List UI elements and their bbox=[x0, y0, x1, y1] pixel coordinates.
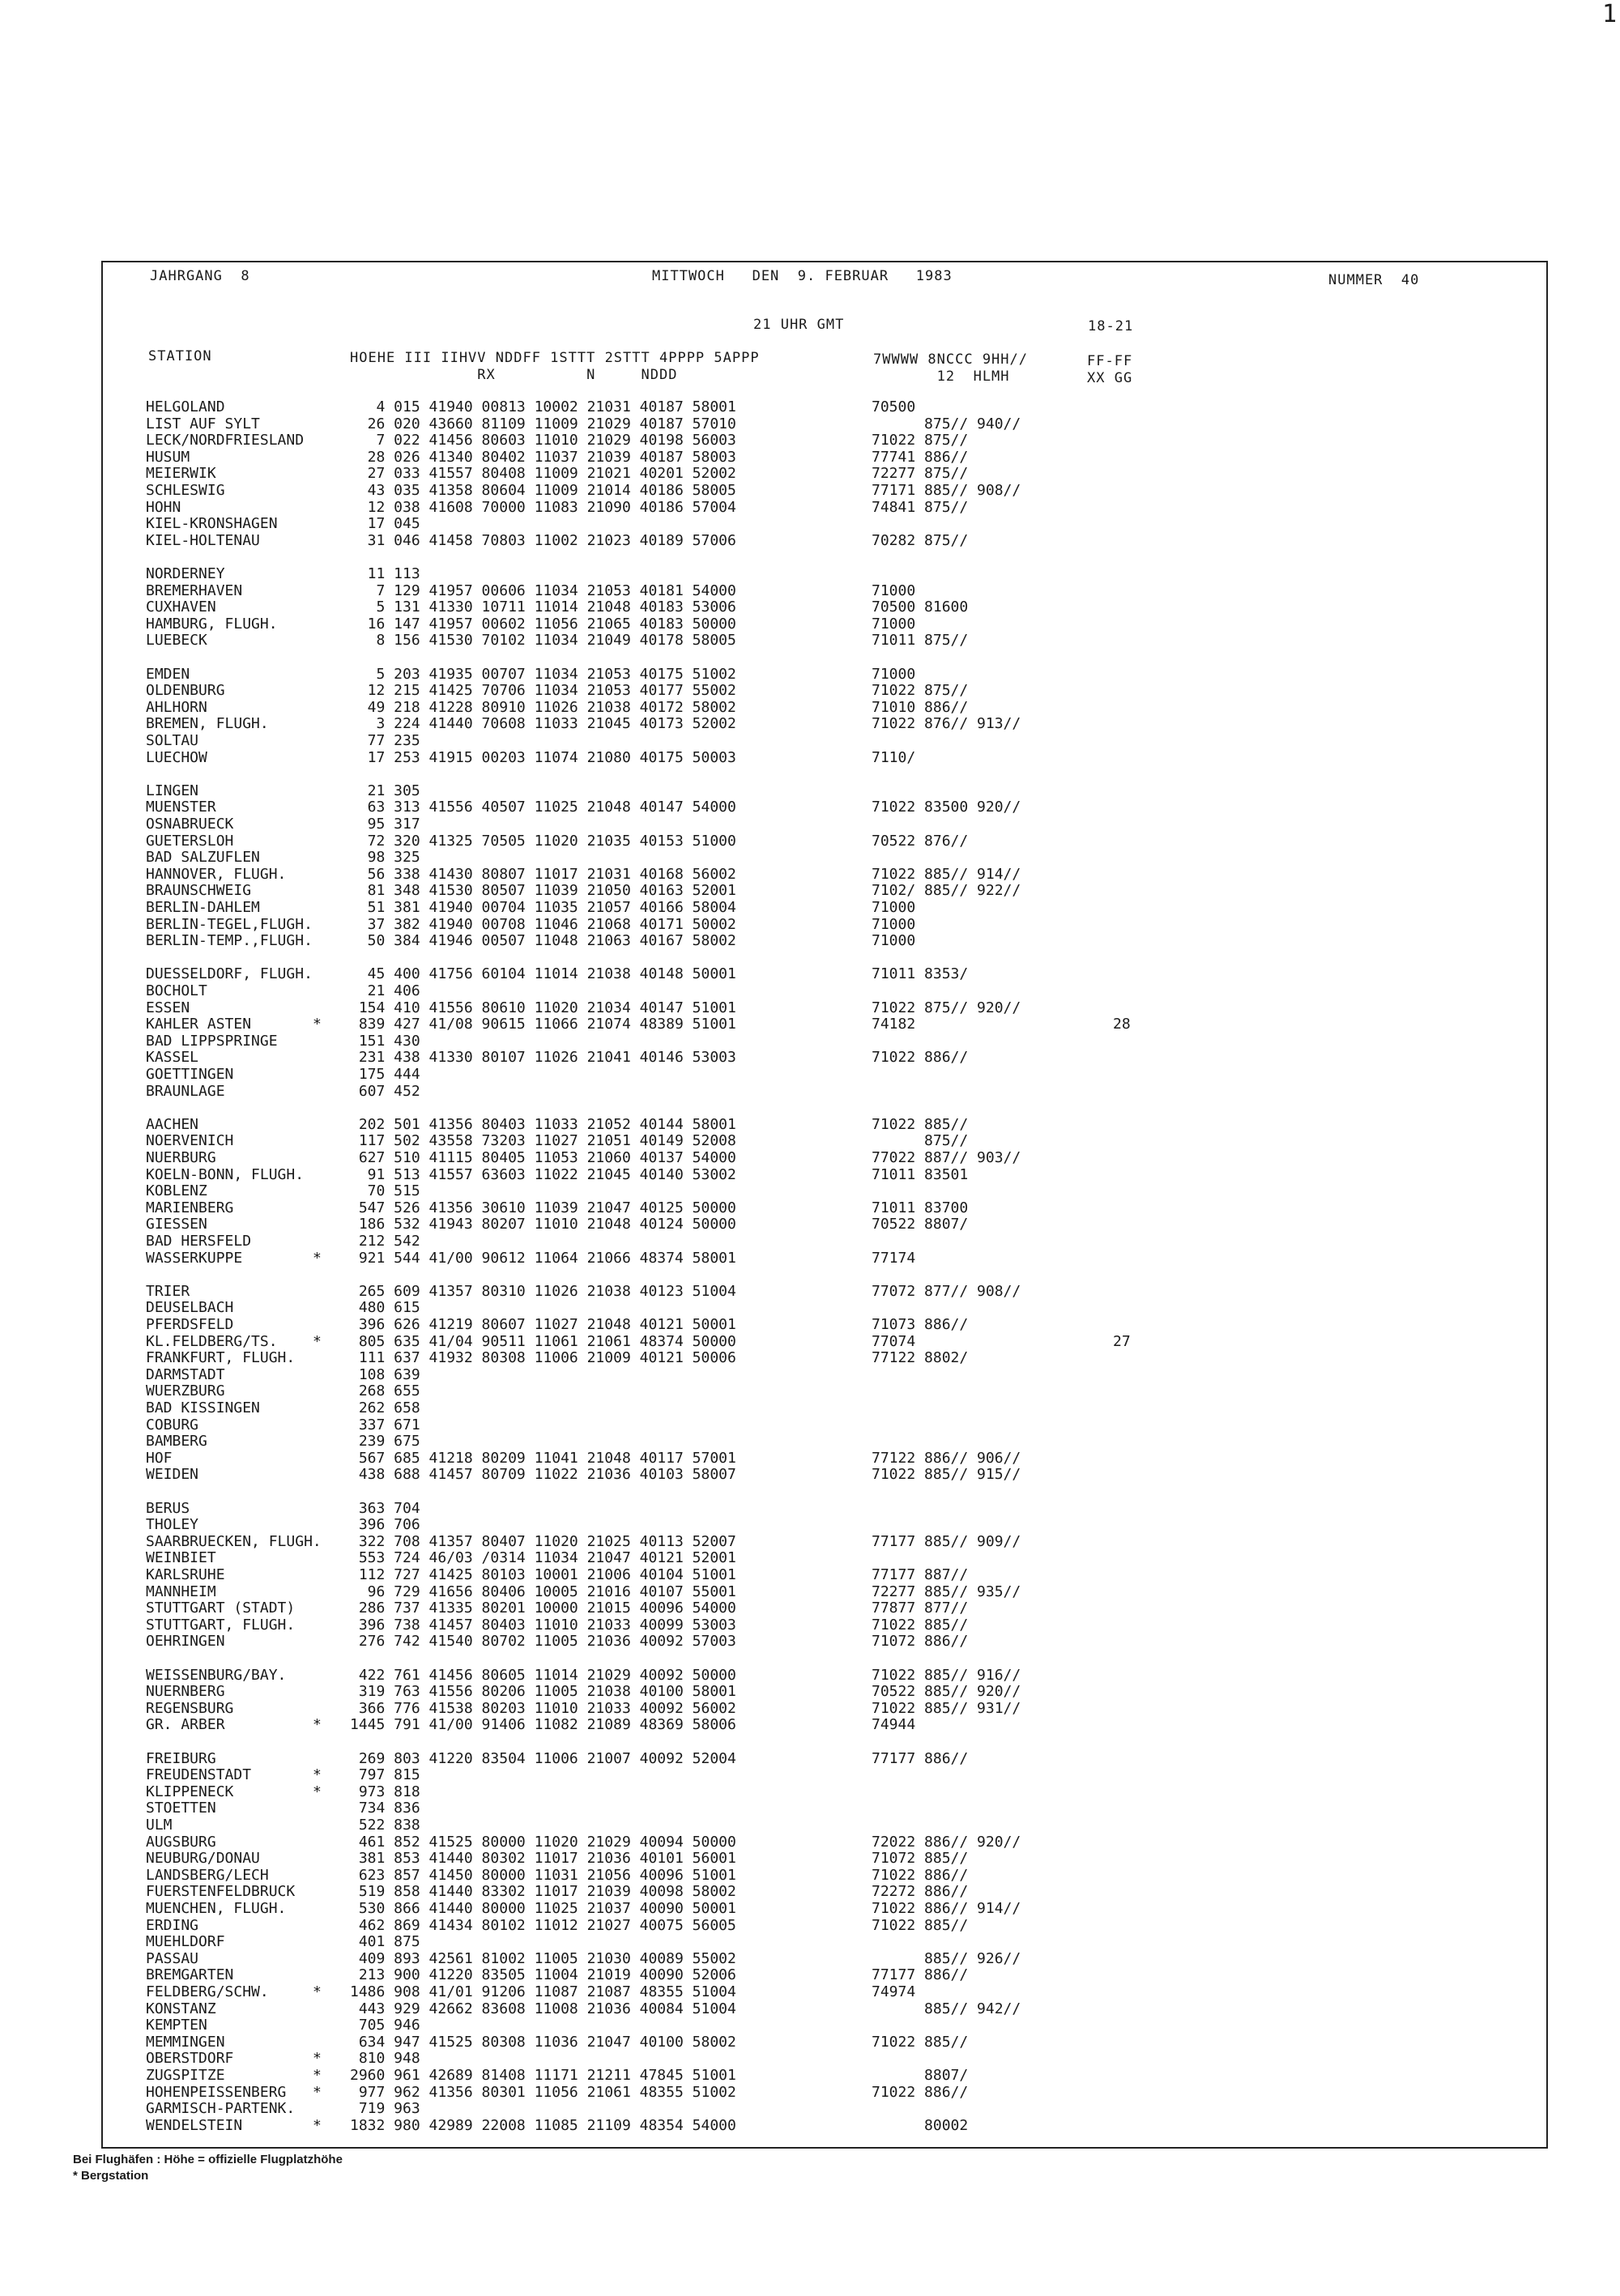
station-extra: 875// bbox=[872, 1132, 969, 1150]
station-values: 5 131 41330 10711 11014 21048 40183 53006 bbox=[350, 598, 736, 616]
station-name: BAD LIPPSPRINGE bbox=[146, 1032, 278, 1050]
station-values: 96 729 41656 80406 10005 21016 40107 55001 bbox=[350, 1582, 736, 1600]
station-name: MANNHEIM bbox=[146, 1582, 216, 1600]
station-name: ZUGSPITZE bbox=[146, 2067, 225, 2084]
station-extra: 80002 bbox=[872, 2116, 969, 2134]
station-name: MUENSTER bbox=[146, 799, 216, 816]
station-name: OEHRINGEN bbox=[146, 1633, 225, 1651]
station-values: 480 615 bbox=[350, 1299, 420, 1317]
station-values: 607 452 bbox=[350, 1082, 420, 1100]
station-values: 95 317 bbox=[350, 816, 420, 833]
station-name: LUECHOW bbox=[146, 748, 207, 766]
station-name: NEUBURG/DONAU bbox=[146, 1850, 260, 1868]
station-values: 12 215 41425 70706 11034 21053 40177 55002 bbox=[350, 682, 736, 700]
station-extra: 70522 885// 920// bbox=[872, 1683, 1021, 1701]
station-values: 381 853 41440 80302 11017 21036 40101 56001 bbox=[350, 1850, 736, 1868]
station-values: 154 410 41556 80610 11020 21034 40147 51001 bbox=[350, 999, 736, 1016]
station-name: WEINBIET bbox=[146, 1549, 216, 1567]
station-name: KASSEL bbox=[146, 1049, 199, 1067]
station-values: 1445 791 41/00 91406 11082 21089 48369 58006 bbox=[350, 1716, 736, 1734]
station-name: HUSUM bbox=[146, 448, 190, 466]
station-extra: 77022 887// 903// bbox=[872, 1149, 1021, 1166]
station-name: EMDEN bbox=[146, 665, 190, 683]
station-extra: 71011 83501 bbox=[872, 1165, 969, 1183]
footnote-mountain: * Bergstation bbox=[73, 2169, 149, 2183]
station-values: 77 235 bbox=[350, 732, 420, 749]
station-name: SAARBRUECKEN, FLUGH. bbox=[146, 1532, 322, 1550]
station-name: DUESSELDORF, FLUGH. bbox=[146, 965, 313, 983]
station-name: GARMISCH-PARTENK. bbox=[146, 2100, 296, 2118]
col-extra-header: 7WWWW 8NCCC 9HH// bbox=[873, 351, 1028, 368]
station-extra: 77174 bbox=[872, 1249, 916, 1267]
station-values: 337 671 bbox=[350, 1416, 420, 1433]
station-name: BAD SALZUFLEN bbox=[146, 849, 260, 867]
station-values: 21 305 bbox=[350, 782, 420, 799]
station-extra: 71011 83700 bbox=[872, 1199, 969, 1216]
station-name: KL.FELDBERG/TS. bbox=[146, 1332, 278, 1350]
station-name: DEUSELBACH bbox=[146, 1299, 234, 1317]
station-extra: 74182 bbox=[872, 1016, 916, 1033]
station-extra: 74944 bbox=[872, 1716, 916, 1734]
station-values: 462 869 41434 80102 11012 21027 40075 56005 bbox=[350, 1916, 736, 1934]
station-name: DARMSTADT bbox=[146, 1365, 225, 1383]
station-extra: 71022 885// bbox=[872, 1115, 969, 1133]
station-values: 231 438 41330 80107 11026 21041 40146 53003 bbox=[350, 1049, 736, 1067]
station-extra: 7102/ 885// 922// bbox=[872, 882, 1021, 900]
station-name: SCHLESWIG bbox=[146, 482, 225, 499]
station-name: KOBLENZ bbox=[146, 1182, 207, 1200]
station-name: OLDENBURG bbox=[146, 682, 225, 700]
mountain-marker: * bbox=[313, 2067, 322, 2084]
station-name: HOF bbox=[146, 1449, 173, 1467]
station-values: 363 704 bbox=[350, 1499, 420, 1517]
station-extra: 71000 bbox=[872, 915, 916, 933]
station-extra: 7110/ bbox=[872, 748, 916, 766]
station-values: 438 688 41457 80709 11022 21036 40103 58007 bbox=[350, 1466, 736, 1484]
station-extra: 70522 876// bbox=[872, 832, 969, 850]
station-name: MUENCHEN, FLUGH. bbox=[146, 1900, 287, 1917]
mountain-marker: * bbox=[313, 2050, 322, 2068]
station-extra: 8807/ bbox=[872, 2067, 969, 2084]
station-values: 839 427 41/08 90615 11066 21074 48389 51001 bbox=[350, 1016, 736, 1033]
station-name: AACHEN bbox=[146, 1115, 199, 1133]
station-extra: 77177 887// bbox=[872, 1566, 969, 1583]
station-values: 21 406 bbox=[350, 982, 420, 999]
station-extra: 71073 886// bbox=[872, 1316, 969, 1333]
station-values: 262 658 bbox=[350, 1399, 420, 1416]
station-name: HOHENPEISSENBERG bbox=[146, 2083, 287, 2101]
station-name: GUETERSLOH bbox=[146, 832, 234, 850]
station-extra: 77177 886// bbox=[872, 1966, 969, 1984]
station-values: 31 046 41458 70803 11002 21023 40189 57006 bbox=[350, 531, 736, 549]
observation-time: 21 UHR GMT bbox=[753, 317, 845, 333]
station-name: LIST AUF SYLT bbox=[146, 415, 260, 432]
station-values: 522 838 bbox=[350, 1817, 420, 1834]
station-extra: 71022 886// bbox=[872, 2083, 969, 2101]
station-name: AHLHORN bbox=[146, 698, 207, 716]
station-name: OBERSTDORF bbox=[146, 2050, 234, 2068]
station-values: 1832 980 42989 22008 11085 21109 48354 54000 bbox=[350, 2116, 736, 2134]
jahrgang: JAHRGANG 8 bbox=[150, 268, 250, 284]
station-extra: 72272 886// bbox=[872, 1883, 969, 1901]
station-values: 16 147 41957 00602 11056 21065 40183 50000 bbox=[350, 615, 736, 633]
station-values: 409 893 42561 81002 11005 21030 40089 55002 bbox=[350, 1949, 736, 1967]
station-name: STUTTGART (STADT) bbox=[146, 1600, 296, 1617]
station-name: KLIPPENECK bbox=[146, 1783, 234, 1800]
station-extra: 71011 875// bbox=[872, 632, 969, 650]
station-values: 422 761 41456 80605 11014 21029 40092 50000 bbox=[350, 1666, 736, 1684]
station-extra: 71022 886// bbox=[872, 1866, 969, 1884]
station-name: BERLIN-TEMP.,FLUGH. bbox=[146, 932, 313, 950]
station-name: MUEHLDORF bbox=[146, 1933, 225, 1951]
station-name: ESSEN bbox=[146, 999, 190, 1016]
station-name: WENDELSTEIN bbox=[146, 2116, 243, 2134]
station-values: 269 803 41220 83504 11006 21007 40092 52004 bbox=[350, 1749, 736, 1767]
station-extra: 885// 926// bbox=[872, 1949, 1021, 1967]
station-values: 186 532 41943 80207 11010 21048 40124 50000 bbox=[350, 1216, 736, 1233]
station-name: FUERSTENFELDBRUCK bbox=[146, 1883, 296, 1901]
station-values: 239 675 bbox=[350, 1433, 420, 1450]
mountain-marker: * bbox=[313, 1249, 322, 1267]
station-extra: 70500 bbox=[872, 398, 916, 415]
station-name: NORDERNEY bbox=[146, 565, 225, 582]
station-values: 212 542 bbox=[350, 1233, 420, 1250]
station-values: 973 818 bbox=[350, 1783, 420, 1800]
station-values: 175 444 bbox=[350, 1066, 420, 1083]
station-extra: 71022 885// 931// bbox=[872, 1699, 1021, 1717]
station-extra: 71010 886// bbox=[872, 698, 969, 716]
station-values: 112 727 41425 80103 10001 21006 40104 51001 bbox=[350, 1566, 736, 1583]
station-name: BREMGARTEN bbox=[146, 1966, 234, 1984]
station-name: BREMEN, FLUGH. bbox=[146, 715, 269, 733]
station-extra: 72277 885// 935// bbox=[872, 1582, 1021, 1600]
station-values: 27 033 41557 80408 11009 21021 40201 52002 bbox=[350, 465, 736, 483]
station-values: 567 685 41218 80209 11041 21048 40117 57001 bbox=[350, 1449, 736, 1467]
station-values: 12 038 41608 70000 11083 21090 40186 57004 bbox=[350, 498, 736, 516]
station-name: BRAUNLAGE bbox=[146, 1082, 225, 1100]
station-name: MARIENBERG bbox=[146, 1199, 234, 1216]
station-name: WUERZBURG bbox=[146, 1382, 225, 1400]
station-values: 3 224 41440 70608 11033 21045 40173 52002 bbox=[350, 715, 736, 733]
station-name: FREIBURG bbox=[146, 1749, 216, 1767]
station-name: MEMMINGEN bbox=[146, 2033, 225, 2051]
station-extra: 71022 886// bbox=[872, 1049, 969, 1067]
station-name: STUTTGART, FLUGH. bbox=[146, 1616, 296, 1634]
station-name: GIESSEN bbox=[146, 1216, 207, 1233]
station-name: HAMBURG, FLUGH. bbox=[146, 615, 278, 633]
station-extra: 77177 886// bbox=[872, 1749, 969, 1767]
station-extra: 77877 877// bbox=[872, 1600, 969, 1617]
station-extra: 77122 886// 906// bbox=[872, 1449, 1021, 1467]
station-values: 37 382 41940 00708 11046 21068 40171 50002 bbox=[350, 915, 736, 933]
station-values: 8 156 41530 70102 11034 21049 40178 58005 bbox=[350, 632, 736, 650]
station-gust: 27 bbox=[1113, 1332, 1131, 1350]
mountain-marker: * bbox=[313, 1016, 322, 1033]
station-name: KOELN-BONN, FLUGH. bbox=[146, 1165, 305, 1183]
period: 18-21 bbox=[1088, 318, 1134, 334]
station-extra: 71022 885// 916// bbox=[872, 1666, 1021, 1684]
station-name: NUERBURG bbox=[146, 1149, 216, 1166]
station-name: KONSTANZ bbox=[146, 2000, 216, 2017]
station-values: 91 513 41557 63603 11022 21045 40140 53002 bbox=[350, 1165, 736, 1183]
col-ff-header: FF-FF bbox=[1087, 353, 1133, 369]
station-values: 7 022 41456 80603 11010 21029 40198 56003 bbox=[350, 432, 736, 449]
station-values: 705 946 bbox=[350, 2017, 420, 2034]
col-station-header: STATION bbox=[148, 348, 212, 364]
date-line: MITTWOCH DEN 9. FEBRUAR 1983 bbox=[652, 268, 953, 284]
station-extra: 77171 885// 908// bbox=[872, 482, 1021, 499]
station-extra: 71022 83500 920// bbox=[872, 799, 1021, 816]
station-extra: 77122 8802/ bbox=[872, 1349, 969, 1367]
station-extra: 72277 875// bbox=[872, 465, 969, 483]
col-data-header: HOEHE III IIHVV NDDFF 1STTT 2STTT 4PPPP 5APPP bbox=[350, 350, 760, 366]
station-values: 797 815 bbox=[350, 1766, 420, 1784]
station-name: GR. ARBER bbox=[146, 1716, 225, 1734]
station-values: 734 836 bbox=[350, 1800, 420, 1817]
station-values: 117 502 43558 73203 11027 21051 40149 52008 bbox=[350, 1132, 736, 1150]
station-name: PASSAU bbox=[146, 1949, 199, 1967]
station-name: LINGEN bbox=[146, 782, 199, 799]
station-extra: 70282 875// bbox=[872, 531, 969, 549]
station-gust: 28 bbox=[1113, 1016, 1131, 1033]
station-name: BAMBERG bbox=[146, 1433, 207, 1450]
station-name: KAHLER ASTEN bbox=[146, 1016, 252, 1033]
station-extra: 71022 875// 920// bbox=[872, 999, 1021, 1016]
station-values: 17 253 41915 00203 11074 21080 40175 50003 bbox=[350, 748, 736, 766]
station-name: WEIDEN bbox=[146, 1466, 199, 1484]
station-values: 401 875 bbox=[350, 1933, 420, 1951]
station-name: CUXHAVEN bbox=[146, 598, 216, 616]
station-name: OSNABRUECK bbox=[146, 816, 234, 833]
station-extra: 71022 885// 914// bbox=[872, 865, 1021, 883]
station-name: WASSERKUPPE bbox=[146, 1249, 243, 1267]
station-name: FREUDENSTADT bbox=[146, 1766, 252, 1784]
station-extra: 71022 885// 915// bbox=[872, 1466, 1021, 1484]
station-name: BERLIN-TEGEL,FLUGH. bbox=[146, 915, 313, 933]
station-extra: 70522 8807/ bbox=[872, 1216, 969, 1233]
station-values: 719 963 bbox=[350, 2100, 420, 2118]
station-name: FELDBERG/SCHW. bbox=[146, 1983, 269, 2000]
station-name: STOETTEN bbox=[146, 1800, 216, 1817]
station-values: 5 203 41935 00707 11034 21053 40175 51002 bbox=[350, 665, 736, 683]
station-values: 921 544 41/00 90612 11064 21066 48374 58001 bbox=[350, 1249, 736, 1267]
station-values: 805 635 41/04 90511 11061 21061 48374 50000 bbox=[350, 1332, 736, 1350]
station-values: 151 430 bbox=[350, 1032, 420, 1050]
station-name: PFERDSFELD bbox=[146, 1316, 234, 1333]
station-name: ULM bbox=[146, 1817, 173, 1834]
station-values: 265 609 41357 80310 11026 21038 40123 51004 bbox=[350, 1282, 736, 1300]
station-extra: 71022 885// bbox=[872, 2033, 969, 2051]
issue-number: NUMMER 40 bbox=[1328, 272, 1420, 288]
station-name: LECK/NORDFRIESLAND bbox=[146, 432, 305, 449]
station-values: 530 866 41440 80000 11025 21037 40090 50001 bbox=[350, 1900, 736, 1917]
station-name: BERUS bbox=[146, 1499, 190, 1517]
station-extra: 72022 886// 920// bbox=[872, 1833, 1021, 1851]
station-name: BAD HERSFELD bbox=[146, 1233, 252, 1250]
station-values: 519 858 41440 83302 11017 21039 40098 58002 bbox=[350, 1883, 736, 1901]
station-extra: 71000 bbox=[872, 932, 916, 950]
station-extra: 885// 942// bbox=[872, 2000, 1021, 2017]
station-extra: 71000 bbox=[872, 899, 916, 916]
station-extra: 71000 bbox=[872, 615, 916, 633]
station-extra: 71022 885// bbox=[872, 1616, 969, 1634]
station-extra: 71022 886// 914// bbox=[872, 1900, 1021, 1917]
station-values: 319 763 41556 80206 11005 21038 40100 58001 bbox=[350, 1683, 736, 1701]
station-extra: 74974 bbox=[872, 1983, 916, 2000]
station-name: BREMERHAVEN bbox=[146, 581, 243, 599]
station-values: 553 724 46/03 /0314 11034 21047 40121 52001 bbox=[350, 1549, 736, 1567]
station-extra: 71022 885// bbox=[872, 1916, 969, 1934]
footnote-airports: Bei Flughäfen : Höhe = offizielle Flugplatzhöhe bbox=[73, 2153, 343, 2166]
station-values: 56 338 41430 80807 11017 21031 40168 56002 bbox=[350, 865, 736, 883]
corner-mark: 1 bbox=[1601, 0, 1617, 28]
station-extra: 71022 876// 913// bbox=[872, 715, 1021, 733]
page-frame bbox=[101, 261, 1548, 2149]
station-name: MEIERWIK bbox=[146, 465, 216, 483]
station-name: HOHN bbox=[146, 498, 181, 516]
station-name: REGENSBURG bbox=[146, 1699, 234, 1717]
station-values: 213 900 41220 83505 11004 21019 40090 52006 bbox=[350, 1966, 736, 1984]
station-values: 4 015 41940 00813 10002 21031 40187 58001 bbox=[350, 398, 736, 415]
station-values: 17 045 bbox=[350, 515, 420, 533]
station-name: KEMPTEN bbox=[146, 2017, 207, 2034]
station-name: TRIER bbox=[146, 1282, 190, 1300]
station-extra: 71072 885// bbox=[872, 1850, 969, 1868]
station-values: 366 776 41538 80203 11010 21033 40092 56002 bbox=[350, 1699, 736, 1717]
station-values: 461 852 41525 80000 11020 21029 40094 50000 bbox=[350, 1833, 736, 1851]
station-values: 396 706 bbox=[350, 1516, 420, 1534]
station-extra: 70500 81600 bbox=[872, 598, 969, 616]
station-values: 2960 961 42689 81408 11171 21211 47845 51001 bbox=[350, 2067, 736, 2084]
col-ff-subheader: XX GG bbox=[1087, 370, 1133, 386]
station-extra: 77074 bbox=[872, 1332, 916, 1350]
station-values: 276 742 41540 80702 11005 21036 40092 57003 bbox=[350, 1633, 736, 1651]
station-name: FRANKFURT, FLUGH. bbox=[146, 1349, 296, 1367]
station-name: THOLEY bbox=[146, 1516, 199, 1534]
mountain-marker: * bbox=[313, 1766, 322, 1784]
station-values: 396 738 41457 80403 11010 21033 40099 53003 bbox=[350, 1616, 736, 1634]
station-name: COBURG bbox=[146, 1416, 199, 1433]
station-values: 322 708 41357 80407 11020 21025 40113 52007 bbox=[350, 1532, 736, 1550]
station-values: 72 320 41325 70505 11020 21035 40153 51000 bbox=[350, 832, 736, 850]
station-name: KARLSRUHE bbox=[146, 1566, 225, 1583]
station-values: 547 526 41356 30610 11039 21047 40125 50000 bbox=[350, 1199, 736, 1216]
mountain-marker: * bbox=[313, 1716, 322, 1734]
station-values: 202 501 41356 80403 11033 21052 40144 58001 bbox=[350, 1115, 736, 1133]
station-values: 634 947 41525 80308 11036 21047 40100 58002 bbox=[350, 2033, 736, 2051]
station-values: 111 637 41932 80308 11006 21009 40121 50006 bbox=[350, 1349, 736, 1367]
station-extra: 875// 940// bbox=[872, 415, 1021, 432]
station-extra: 71000 bbox=[872, 665, 916, 683]
mountain-marker: * bbox=[313, 1983, 322, 2000]
station-values: 623 857 41450 80000 11031 21056 40096 51001 bbox=[350, 1866, 736, 1884]
station-name: BRAUNSCHWEIG bbox=[146, 882, 252, 900]
mountain-marker: * bbox=[313, 2116, 322, 2134]
station-name: AUGSBURG bbox=[146, 1833, 216, 1851]
station-values: 627 510 41115 80405 11053 21060 40137 54000 bbox=[350, 1149, 736, 1166]
station-name: HANNOVER, FLUGH. bbox=[146, 865, 287, 883]
col-data-subheader: RX N NDDD bbox=[350, 367, 678, 383]
station-name: LUEBECK bbox=[146, 632, 207, 650]
station-values: 26 020 43660 81109 11009 21029 40187 57010 bbox=[350, 415, 736, 432]
station-values: 45 400 41756 60104 11014 21038 40148 50001 bbox=[350, 965, 736, 983]
station-values: 98 325 bbox=[350, 849, 420, 867]
station-values: 43 035 41358 80604 11009 21014 40186 58005 bbox=[350, 482, 736, 499]
station-name: WEISSENBURG/BAY. bbox=[146, 1666, 287, 1684]
station-values: 443 929 42662 83608 11008 21036 40084 51004 bbox=[350, 2000, 736, 2017]
station-name: NOERVENICH bbox=[146, 1132, 234, 1150]
station-extra: 77072 877// 908// bbox=[872, 1282, 1021, 1300]
station-extra: 77741 886// bbox=[872, 448, 969, 466]
station-name: BOCHOLT bbox=[146, 982, 207, 999]
station-extra: 74841 875// bbox=[872, 498, 969, 516]
station-values: 108 639 bbox=[350, 1365, 420, 1383]
mountain-marker: * bbox=[313, 1783, 322, 1800]
station-name: KIEL-HOLTENAU bbox=[146, 531, 260, 549]
mountain-marker: * bbox=[313, 1332, 322, 1350]
station-extra: 71022 875// bbox=[872, 432, 969, 449]
station-name: LANDSBERG/LECH bbox=[146, 1866, 269, 1884]
station-name: BERLIN-DAHLEM bbox=[146, 899, 260, 916]
mountain-marker: * bbox=[313, 2083, 322, 2101]
station-name: ERDING bbox=[146, 1916, 199, 1934]
station-values: 396 626 41219 80607 11027 21048 40121 50001 bbox=[350, 1316, 736, 1333]
station-name: HELGOLAND bbox=[146, 398, 225, 415]
station-values: 286 737 41335 80201 10000 21015 40096 54000 bbox=[350, 1600, 736, 1617]
station-name: GOETTINGEN bbox=[146, 1066, 234, 1083]
station-extra: 71000 bbox=[872, 581, 916, 599]
station-values: 51 381 41940 00704 11035 21057 40166 58004 bbox=[350, 899, 736, 916]
station-values: 63 313 41556 40507 11025 21048 40147 54000 bbox=[350, 799, 736, 816]
station-values: 70 515 bbox=[350, 1182, 420, 1200]
station-values: 11 113 bbox=[350, 565, 420, 582]
station-values: 977 962 41356 80301 11056 21061 48355 51002 bbox=[350, 2083, 736, 2101]
station-values: 81 348 41530 80507 11039 21050 40163 52001 bbox=[350, 882, 736, 900]
station-name: BAD KISSINGEN bbox=[146, 1399, 260, 1416]
station-name: SOLTAU bbox=[146, 732, 199, 749]
station-values: 1486 908 41/01 91206 11087 21087 48355 51004 bbox=[350, 1983, 736, 2000]
station-extra: 71022 875// bbox=[872, 682, 969, 700]
station-name: NUERNBERG bbox=[146, 1683, 225, 1701]
station-name: KIEL-KRONSHAGEN bbox=[146, 515, 278, 533]
station-values: 28 026 41340 80402 11037 21039 40187 58003 bbox=[350, 448, 736, 466]
station-values: 268 655 bbox=[350, 1382, 420, 1400]
station-values: 49 218 41228 80910 11026 21038 40172 58002 bbox=[350, 698, 736, 716]
station-values: 50 384 41946 00507 11048 21063 40167 58002 bbox=[350, 932, 736, 950]
station-values: 810 948 bbox=[350, 2050, 420, 2068]
station-values: 7 129 41957 00606 11034 21053 40181 54000 bbox=[350, 581, 736, 599]
station-extra: 77177 885// 909// bbox=[872, 1532, 1021, 1550]
col-extra-subheader: 12 HLMH bbox=[873, 368, 1010, 385]
station-extra: 71011 8353/ bbox=[872, 965, 969, 983]
station-extra: 71072 886// bbox=[872, 1633, 969, 1651]
